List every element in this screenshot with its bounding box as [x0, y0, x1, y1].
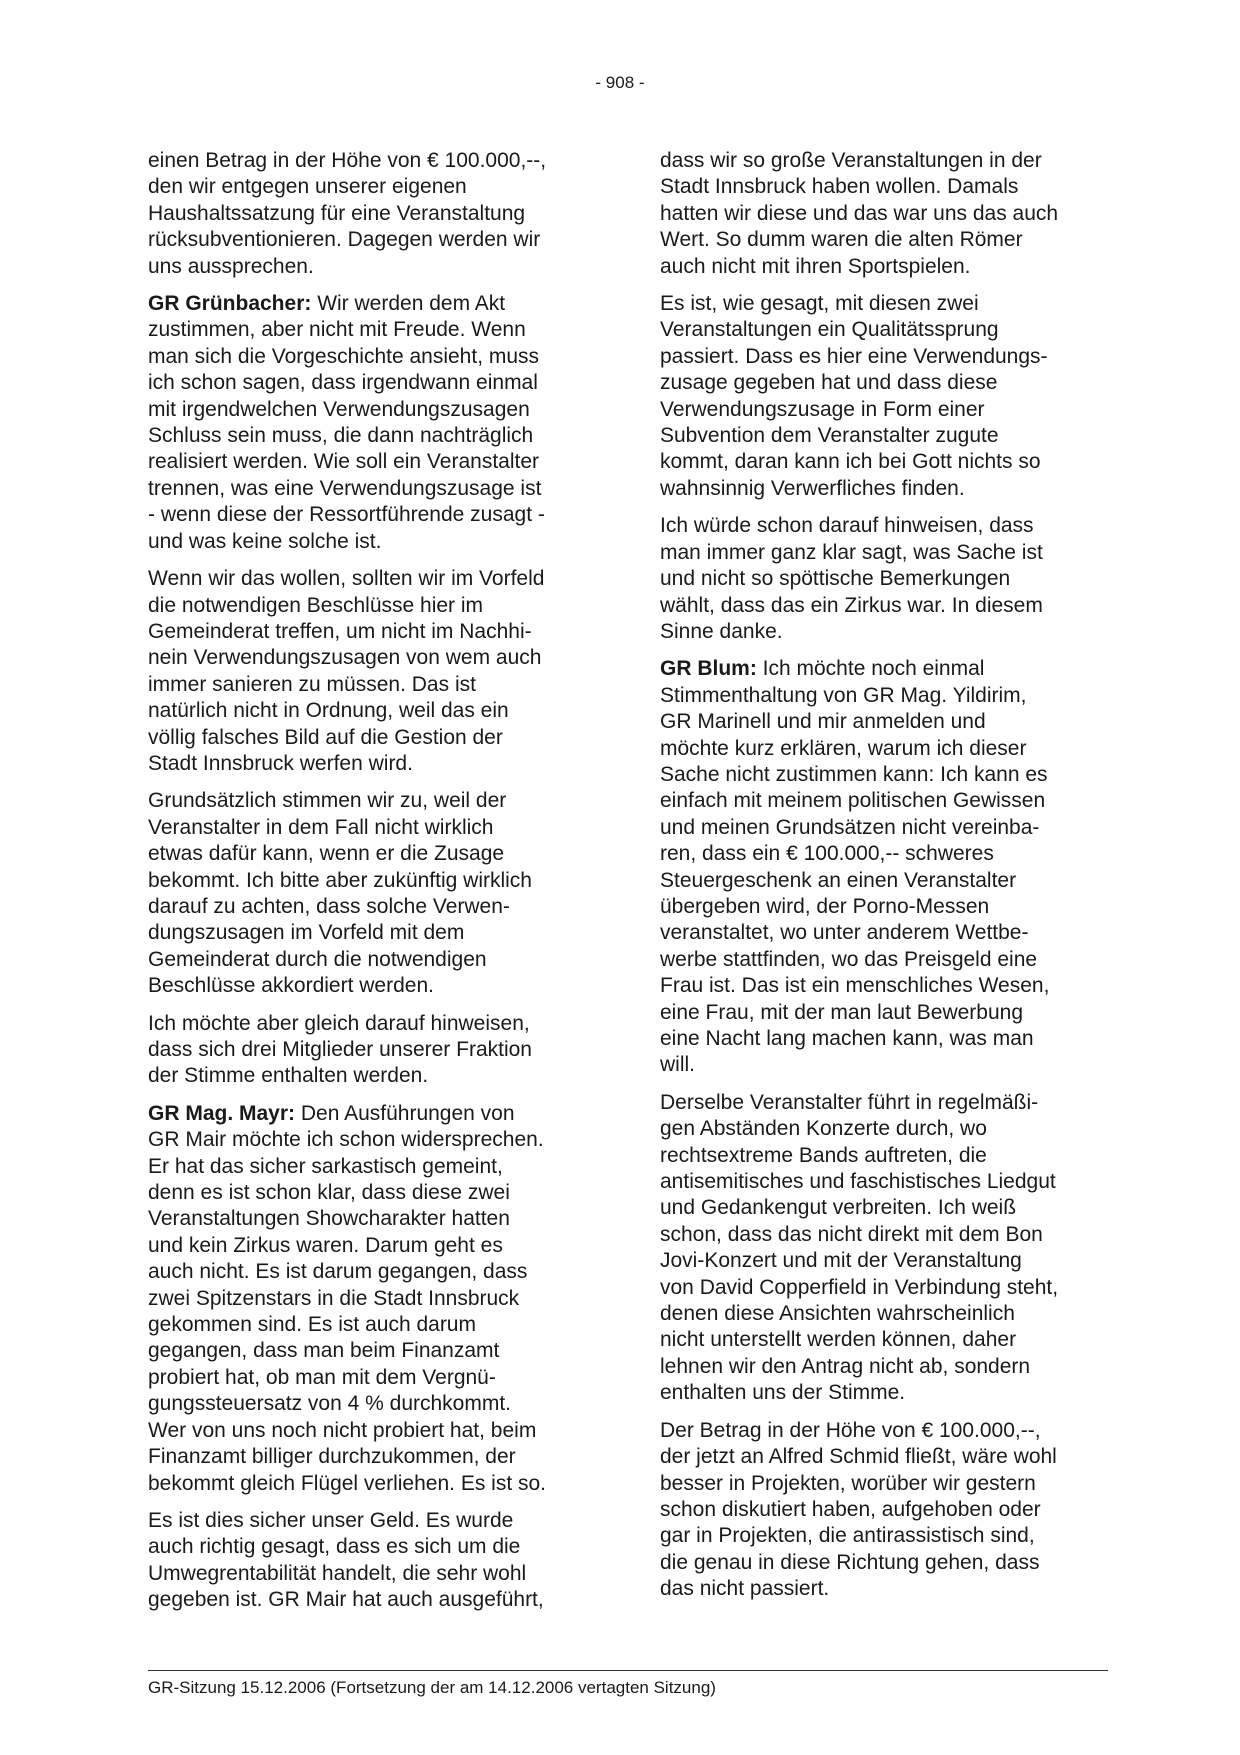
text-line: dass sich drei Mitglieder unserer Fraktion — [148, 1038, 532, 1061]
footer-session-info: GR-Sitzung 15.12.2006 (Fortsetzung der am 14.12.2006 vertagten Sitzung) — [148, 1678, 716, 1697]
text-line: nicht unterstellt werden können, daher — [660, 1328, 1017, 1352]
paragraph — [148, 788, 594, 999]
paragraph — [148, 1101, 594, 1497]
text-line: die genau in diese Richtung gehen, dass — [660, 1550, 1040, 1574]
text-line: realisiert werden. Wie soll ein Veranstalter — [148, 450, 540, 474]
text-line: wählt, dass das ein Zirkus war. In diesem — [660, 593, 1043, 617]
text-line: die notwendigen Beschlüsse hier im — [148, 593, 484, 617]
text-line: trennen, was eine Verwendungszusage ist — [148, 476, 542, 500]
text-line — [660, 656, 1106, 682]
speaker-name: GR Blum: — [660, 657, 757, 681]
text-line — [148, 1101, 594, 1127]
paragraph — [660, 656, 1106, 1079]
text-line: bekommt gleich Flügel verliehen. Es ist so. — [148, 1471, 547, 1495]
paragraph — [660, 1418, 1106, 1603]
text-line: Haushaltssatzung für eine Veranstaltung — [148, 201, 526, 225]
text-line: antisemitisches und faschistisches Liedgut — [660, 1170, 1056, 1194]
text-line: einfach mit meinem politischen Gewissen — [660, 789, 1046, 813]
text-line: der Stimme enthalten werden. — [148, 1064, 429, 1088]
text-line: etwas dafür kann, wenn er die Zusage — [148, 842, 505, 866]
text-line: Veranstalter in dem Fall nicht wirklich — [148, 815, 494, 839]
text-line: Finanzamt billiger durchzukommen, der — [148, 1445, 516, 1469]
text-line: gungssteuersatz von 4 % durchkommt. — [148, 1392, 512, 1416]
text-line: dass wir so große Veranstaltungen in der — [660, 149, 1042, 172]
text-line: enthalten uns der Stimme. — [660, 1381, 906, 1405]
text-line: wahnsinnig Verwerfliches finden. — [660, 476, 965, 500]
text-line: der jetzt an Alfred Schmid fließt, wäre wohl — [660, 1445, 1057, 1469]
text-line: möchte kurz erklären, warum ich dieser — [660, 736, 1027, 760]
text-line: GR Mair möchte ich schon widersprechen. — [148, 1128, 544, 1152]
text-line: und nicht so spöttische Bemerkungen — [660, 567, 1011, 591]
text-line: Sache nicht zustimmen kann: Ich kann es — [660, 762, 1048, 786]
text-line: zwei Spitzenstars in die Stadt Innsbruck — [148, 1286, 520, 1310]
text-line: GR Marinell und mir anmelden und — [660, 710, 986, 734]
text-line: hatten wir diese und das war uns das auch — [660, 201, 1059, 225]
text-line: Subvention dem Veranstalter zugute — [660, 424, 999, 448]
text-line: natürlich nicht in Ordnung, weil das ein — [148, 699, 509, 723]
text-line: zustimmen, aber nicht mit Freude. Wenn — [148, 318, 526, 342]
text-line: kommt, daran kann ich bei Gott nichts so — [660, 450, 1041, 474]
text-line: Wert. So dumm waren die alten Römer — [660, 228, 1023, 252]
speech-text: Ich möchte noch einmal — [756, 657, 985, 681]
paragraph — [660, 1090, 1106, 1407]
right-column — [660, 148, 1106, 1614]
text-line — [148, 291, 594, 317]
text-line: Stimmenthaltung von GR Mag. Yildirim, — [660, 683, 1027, 707]
text-line: einen Betrag in der Höhe von € 100.000,--, — [148, 149, 547, 172]
text-line: und Gedankengut verbreiten. Ich weiß — [660, 1196, 1017, 1220]
text-line: völlig falsches Bild auf die Gestion der — [148, 725, 503, 749]
text-line: Beschlüsse akkordiert werden. — [148, 974, 434, 998]
text-line: mit irgendwelchen Verwendungszusagen — [148, 397, 530, 421]
text-line: Grundsätzlich stimmen wir zu, weil der — [148, 789, 507, 813]
text-line: Gemeinderat durch die notwendigen — [148, 947, 487, 971]
text-line: schon diskutiert haben, aufgehoben oder — [660, 1497, 1041, 1521]
text-line: Veranstaltungen Showcharakter hatten — [148, 1207, 510, 1231]
speaker-name: GR Grünbacher: — [148, 292, 312, 316]
text-line: gegeben ist. GR Mair hat auch ausgeführt, — [148, 1588, 544, 1612]
paragraph — [660, 148, 1106, 280]
text-line: Derselbe Veranstalter führt in regelmäßi- — [660, 1090, 1039, 1114]
text-line: Steuergeschenk an einen Veranstalter — [660, 868, 1017, 892]
text-line: dungszusagen im Vorfeld mit dem — [148, 921, 465, 945]
text-line: das nicht passiert. — [660, 1577, 830, 1601]
text-line: veranstaltet, wo unter anderem Wettbe- — [660, 921, 1029, 945]
text-line: besser in Projekten, worüber wir gestern — [660, 1471, 1036, 1495]
text-line: rechtsextreme Bands auftreten, die — [660, 1143, 987, 1167]
text-line: auch richtig gesagt, dass es sich um die — [148, 1535, 521, 1559]
text-line: uns aussprechen. — [148, 254, 314, 278]
text-line: probiert hat, ob man mit dem Vergnü- — [148, 1365, 496, 1389]
speaker-name: GR Mag. Mayr: — [148, 1101, 296, 1125]
text-line: gegangen, dass man beim Finanzamt — [148, 1339, 500, 1363]
text-line: darauf zu achten, dass solche Verwen- — [148, 894, 510, 918]
left-column — [148, 148, 594, 1625]
text-line: eine Nacht lang machen kann, was man — [660, 1027, 1034, 1050]
speech-text: Wir werden dem Akt — [311, 292, 506, 316]
text-line: Es ist, wie gesagt, mit diesen zwei — [660, 292, 979, 316]
text-line: Gemeinderat treffen, um nicht im Nachhi- — [148, 619, 532, 643]
text-line: von David Copperfield in Verbindung steht, — [660, 1275, 1059, 1299]
speech-text: Den Ausführungen von — [295, 1101, 515, 1125]
paragraph — [148, 148, 594, 280]
text-line: nein Verwendungszusagen von wem auch — [148, 646, 542, 670]
text-line: Jovi-Konzert und mit der Veranstaltung — [660, 1249, 1022, 1273]
text-line: Verwendungszusage in Form einer — [660, 397, 985, 421]
text-line: werbe stattfinden, wo das Preisgeld eine — [660, 947, 1038, 971]
text-line: bekommt. Ich bitte aber zukünftig wirklich — [148, 868, 532, 892]
text-line: gen Abständen Konzerte durch, wo — [660, 1117, 987, 1141]
paragraph — [148, 1011, 594, 1090]
text-line: ren, dass ein € 100.000,-- schweres — [660, 842, 994, 866]
text-line: und was keine solche ist. — [148, 529, 382, 553]
paragraph — [660, 513, 1106, 645]
paragraph — [148, 291, 594, 555]
text-line: Der Betrag in der Höhe von € 100.000,--, — [660, 1418, 1041, 1442]
text-line: gekommen sind. Es ist auch darum — [148, 1313, 476, 1337]
text-line: Ich würde schon darauf hinweisen, dass — [660, 514, 1034, 538]
text-line: zusage gegeben hat und dass diese — [660, 371, 998, 395]
paragraph — [148, 1508, 594, 1614]
text-line: Ich möchte aber gleich darauf hinweisen, — [148, 1011, 530, 1035]
text-line: den wir entgegen unserer eigenen — [148, 175, 467, 199]
text-line: und kein Zirkus waren. Darum geht es — [148, 1233, 503, 1257]
text-line: Veranstaltungen ein Qualitätssprung — [660, 318, 999, 342]
text-line: Frau ist. Das ist ein menschliches Wesen, — [660, 974, 1050, 998]
text-line: Es ist dies sicher unser Geld. Es wurde — [148, 1508, 514, 1532]
text-line: Umwegrentabilität handelt, die sehr wohl — [148, 1561, 527, 1585]
text-line: man sich die Vorgeschichte ansieht, muss — [148, 344, 540, 368]
text-line: gar in Projekten, die antirassistisch sind, — [660, 1524, 1035, 1548]
text-line: denn es ist schon klar, dass diese zwei — [148, 1181, 510, 1205]
text-line: man immer ganz klar sagt, was Sache ist — [660, 540, 1043, 564]
text-line: auch nicht. Es ist darum gegangen, dass — [148, 1260, 528, 1284]
text-line: Sinne danke. — [660, 619, 783, 643]
text-line: passiert. Dass es hier eine Verwendungs- — [660, 344, 1048, 368]
text-line: Wenn wir das wollen, sollten wir im Vorfeld — [148, 567, 545, 591]
text-line: eine Frau, mit der man laut Bewerbung — [660, 1000, 1024, 1024]
text-line: schon, dass das nicht direkt mit dem Bon — [660, 1222, 1043, 1246]
text-line: und meinen Grundsätzen nicht vereinba- — [660, 815, 1040, 839]
text-line: Wer von uns noch nicht probiert hat, beim — [148, 1418, 537, 1442]
paragraph — [148, 566, 594, 777]
text-line: übergeben wird, der Porno-Messen — [660, 894, 990, 918]
text-line: Stadt Innsbruck haben wollen. Damals — [660, 175, 1019, 199]
footer-divider — [148, 1670, 1108, 1671]
text-line: Stadt Innsbruck werfen wird. — [148, 751, 413, 775]
paragraph — [660, 291, 1106, 502]
text-line: auch nicht mit ihren Sportspielen. — [660, 254, 971, 278]
text-line: Er hat das sicher sarkastisch gemeint, — [148, 1154, 503, 1178]
text-line: lehnen wir den Antrag nicht ab, sondern — [660, 1354, 1031, 1378]
text-line: immer sanieren zu müssen. Das ist — [148, 672, 476, 696]
text-line: denen diese Ansichten wahrscheinlich — [660, 1302, 1015, 1326]
text-line: will. — [660, 1053, 695, 1077]
text-line: - wenn diese der Ressortführende zusagt - — [148, 503, 545, 527]
page-number: - 908 - — [595, 73, 645, 92]
text-line: rücksubventionieren. Dagegen werden wir — [148, 228, 541, 252]
text-line: Schluss sein muss, die dann nachträglich — [148, 424, 534, 448]
text-line: ich schon sagen, dass irgendwann einmal — [148, 371, 538, 395]
